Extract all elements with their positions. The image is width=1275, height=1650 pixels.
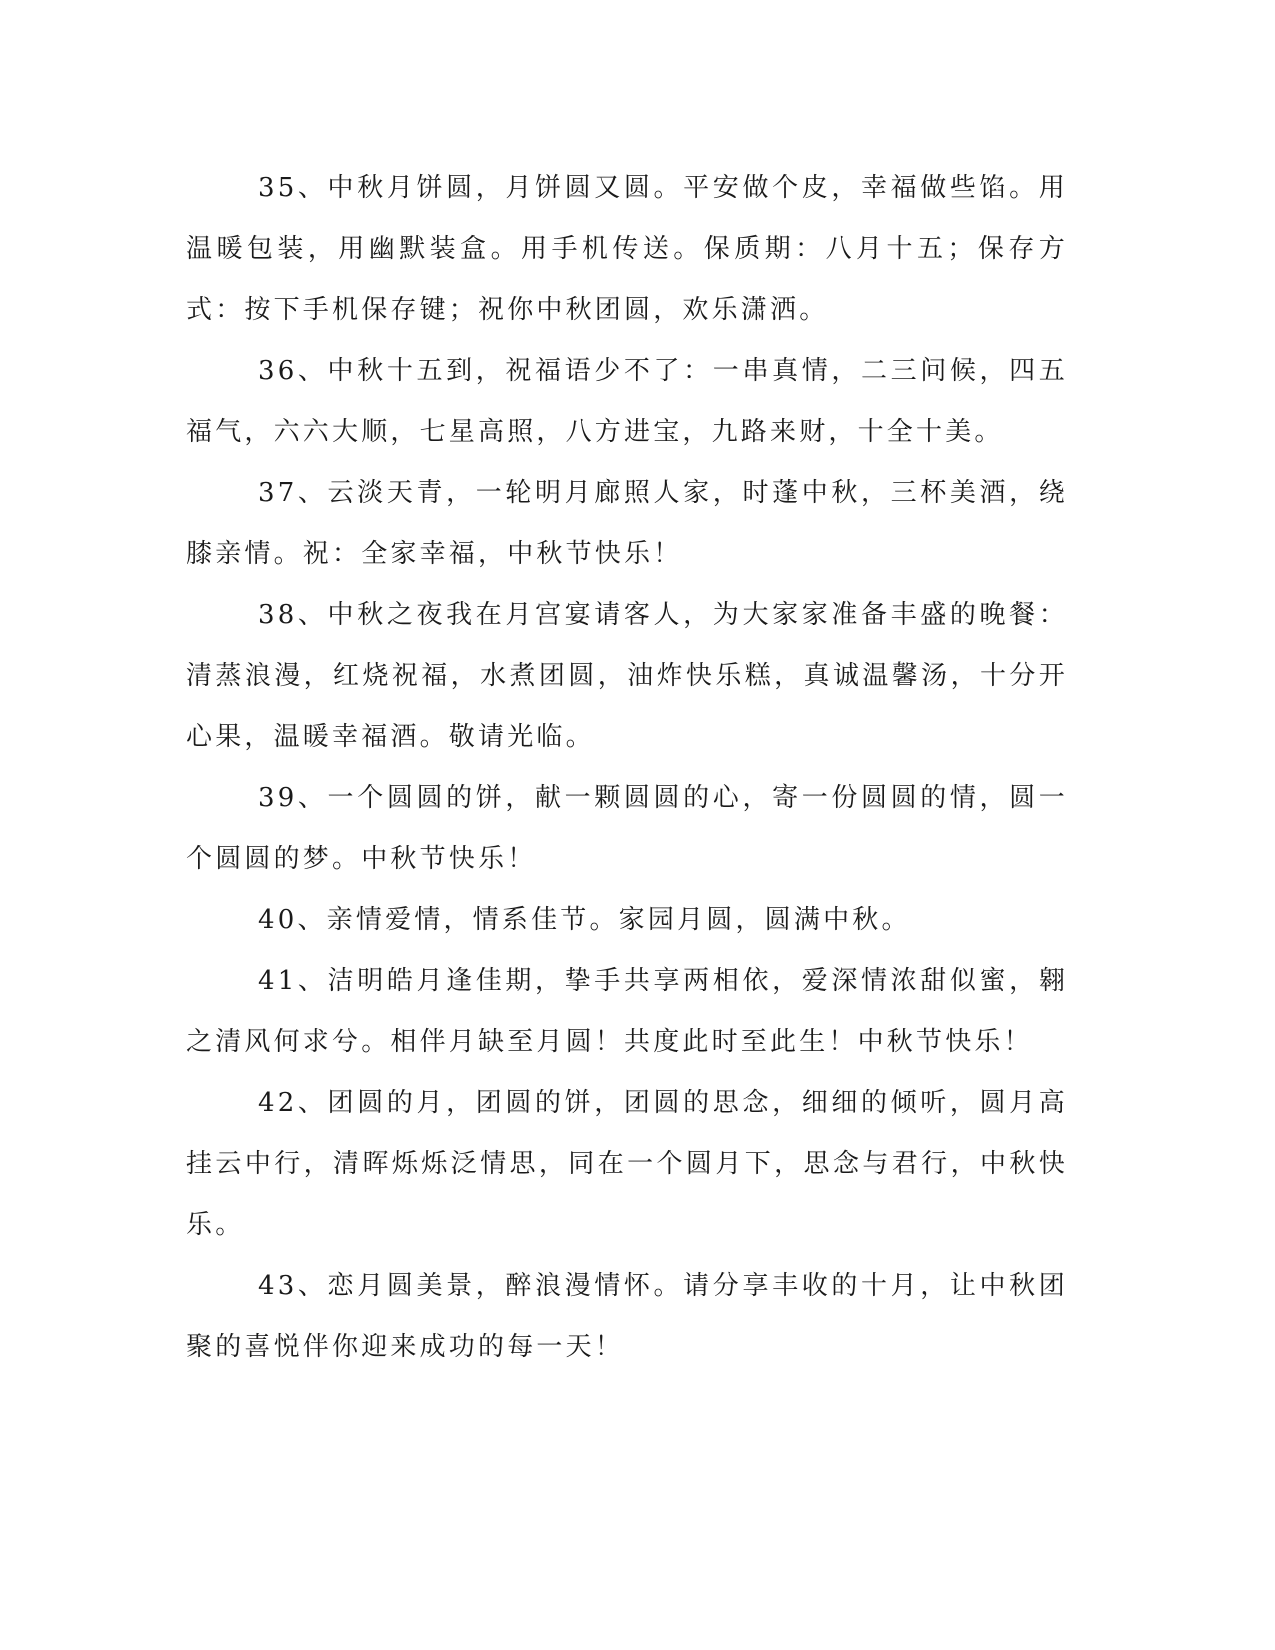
paragraph-38: 38、中秋之夜我在月宫宴请客人，为大家家准备丰盛的晚餐：清蒸浪漫，红烧祝福，水煮团圆，油炸快乐糕，真诚温馨汤，十分开心果，温暖幸福酒。敬请光临。 [186, 600, 1068, 752]
paragraph-42: 42、团圆的月，团圆的饼，团圆的思念，细细的倾听，圆月高挂云中行，清晖烁烁泛情思，同在一个圆月下，思念与君行，中秋快乐。 [186, 1088, 1068, 1240]
paragraph-39: 39、一个圆圆的饼，献一颗圆圆的心，寄一份圆圆的情，圆一个圆圆的梦。中秋节快乐！ [186, 783, 1068, 874]
document-body [186, 158, 1068, 1378]
paragraph-35: 35、中秋月饼圆，月饼圆又圆。平安做个皮，幸福做些馅。用温暖包装，用幽默装盒。用手机传送。保质期：八月十五；保存方式：按下手机保存键；祝你中秋团圆，欢乐潇洒。 [186, 173, 1068, 325]
paragraph-40: 40、亲情爱情，情系佳节。家园月圆，圆满中秋。 [258, 905, 911, 935]
paragraph-43: 43、恋月圆美景，醉浪漫情怀。请分享丰收的十月，让中秋团聚的喜悦伴你迎来成功的每一天！ [186, 1271, 1068, 1362]
paragraph-36: 36、中秋十五到，祝福语少不了：一串真情，二三问候，四五福气，六六大顺，七星高照，八方进宝，九路来财，十全十美。 [186, 356, 1068, 447]
paragraph-41: 41、洁明皓月逢佳期，挚手共享两相依，爱深情浓甜似蜜，翱之清风何求兮。相伴月缺至月圆！共度此时至此生！中秋节快乐！ [186, 966, 1068, 1057]
paragraph-37: 37、云淡天青，一轮明月廊照人家，时蓬中秋，三杯美酒，绕膝亲情。祝：全家幸福，中秋节快乐！ [186, 478, 1068, 569]
